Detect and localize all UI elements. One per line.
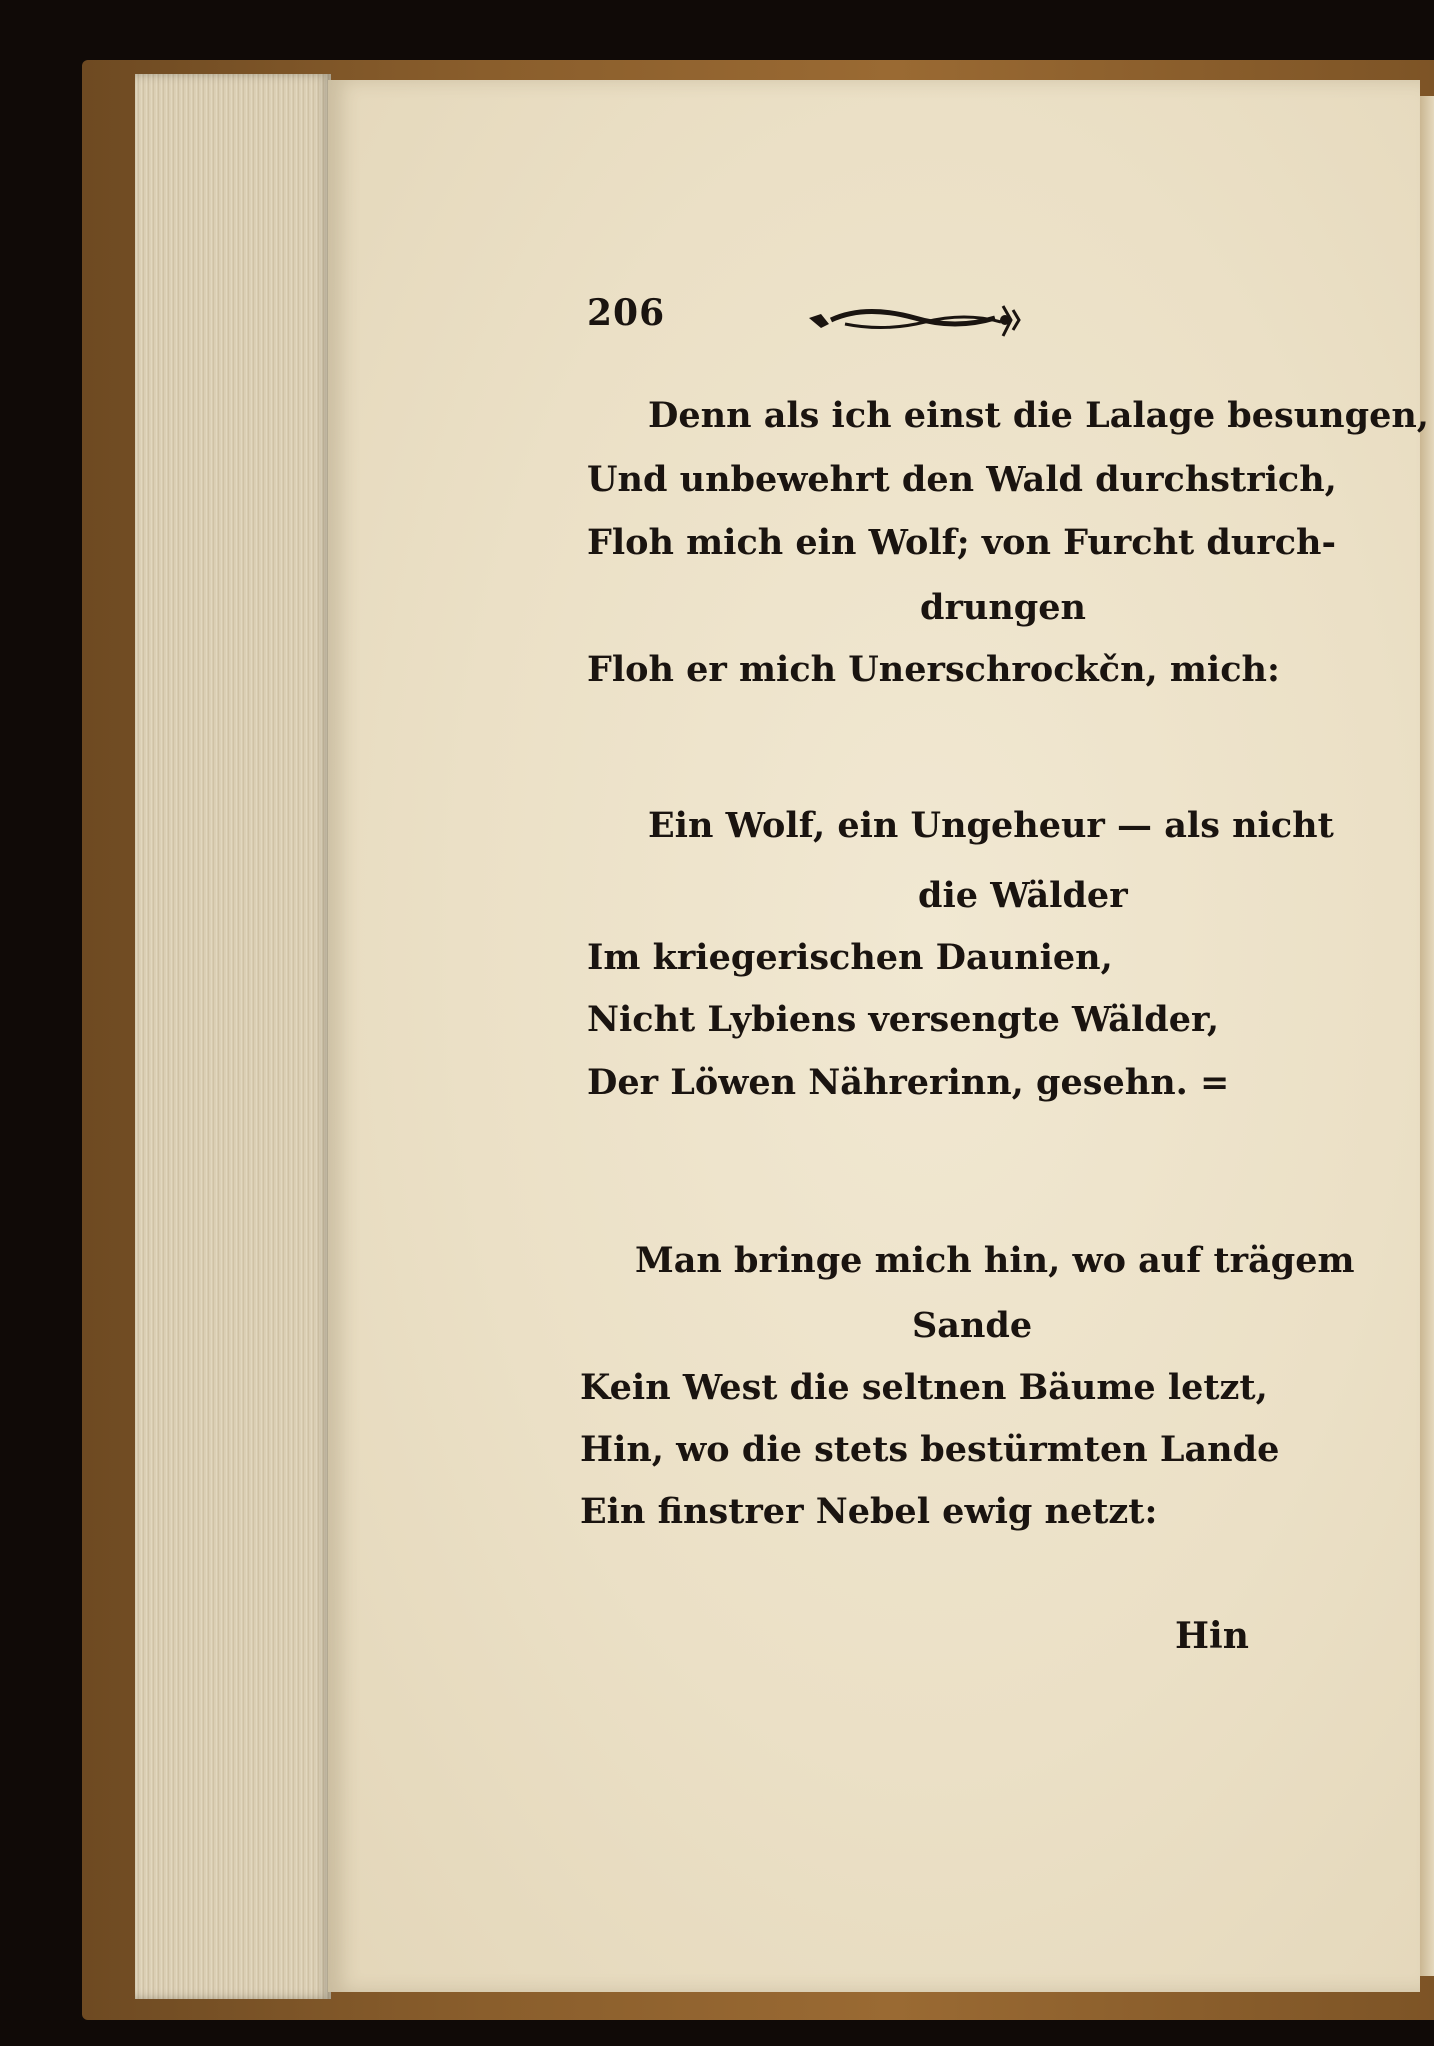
verse-line: Sande <box>912 1305 1033 1346</box>
verse-line: Im kriegerischen Daunien, <box>587 937 1113 978</box>
decorative-flourish-icon <box>805 296 1023 346</box>
verse-line: drungen <box>920 587 1086 628</box>
verse-line: Ein Wolf, ein Ungeheur — als nicht <box>648 805 1334 846</box>
page-number: 206 <box>587 292 666 334</box>
verse-line: Ein finstrer Nebel ewig netzt: <box>580 1491 1158 1532</box>
verse-line: Nicht Lybiens versengte Wälder, <box>587 999 1220 1040</box>
verse-line: Hin, wo die stets bestürmten Lande <box>580 1429 1280 1470</box>
verse-line: Man bringe mich hin, wo auf trägem <box>635 1240 1355 1281</box>
verse-line: Floh er mich Unerschrockčn, mich: <box>587 649 1280 690</box>
verse-line: Kein West die seltnen Bäume letzt, <box>580 1367 1268 1408</box>
verse-line: Denn als ich einst die Lalage besungen, <box>648 395 1429 436</box>
verse-line: Der Löwen Nährerinn, gesehn. = <box>587 1062 1230 1103</box>
page-block-edges <box>135 74 331 1999</box>
verse-line: Und unbewehrt den Wald durchstrich, <box>587 459 1337 500</box>
verse-line: die Wälder <box>918 875 1128 916</box>
catchword: Hin <box>1175 1615 1249 1657</box>
verse-line: Floh mich ein Wolf; von Furcht durch- <box>587 522 1337 563</box>
